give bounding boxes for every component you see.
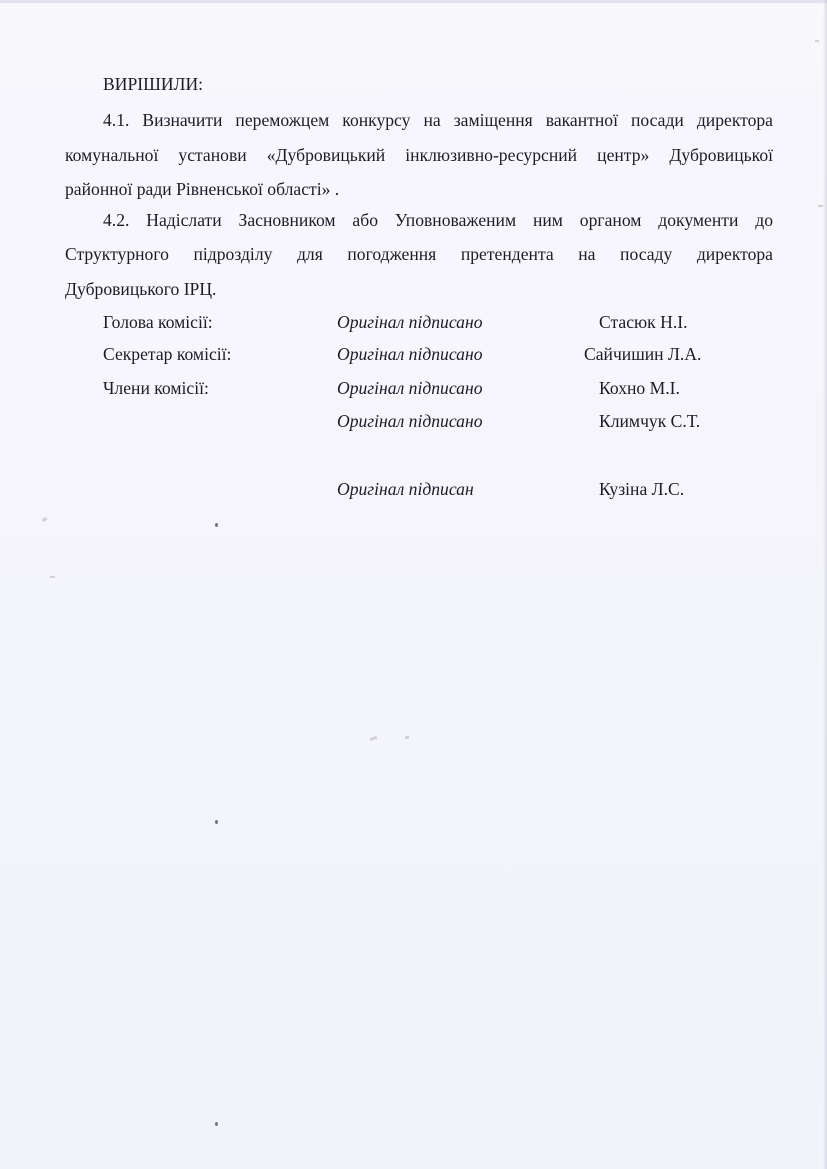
scan-mark: [370, 736, 378, 741]
scan-mark: [818, 205, 823, 207]
signature-role: Голова комісії:: [103, 312, 213, 332]
signature-name: Климчук С.Т.: [599, 411, 701, 431]
scan-speck: [215, 523, 218, 527]
scan-mark: [50, 576, 55, 578]
item-4-2-line-3: Дубровицького ІРЦ.: [65, 279, 217, 299]
signature-name: Кузіна Л.С.: [599, 479, 685, 499]
item-4-1-line-3: районної ради Рівненської області» .: [65, 179, 340, 199]
signature-name: Кохно М.І.: [599, 378, 680, 398]
signature-status: Оригінал підписано: [337, 312, 483, 332]
signature-status: Оригінал підписано: [337, 378, 483, 398]
item-4-1-line-2: комунальної установи «Дубровицький інклюзивно-ресурсний центр» Дубровицької: [65, 145, 773, 165]
item-4-2-line-2: Структурного підрозділу для погодження претендента на посаду директора: [65, 244, 773, 264]
item-4-2-line-1: 4.2. Надіслати Засновником або Уповноваженим ним органом документи до: [103, 210, 773, 230]
signature-role: Члени комісії:: [103, 378, 209, 398]
scan-speck: [215, 820, 218, 824]
scan-mark: [815, 40, 819, 42]
scan-mark: [405, 736, 409, 739]
item-4-1-line-1: 4.1. Визначити переможцем конкурсу на заміщення вакантної посади директора: [103, 110, 773, 130]
signature-role: Секретар комісії:: [103, 344, 232, 364]
signature-status: Оригінал підписан: [337, 479, 474, 499]
scan-edge-right: [823, 0, 827, 1169]
signature-name: Сайчишин Л.А.: [584, 344, 702, 364]
signature-name: Стасюк Н.І.: [599, 312, 688, 332]
signature-status: Оригінал підписано: [337, 411, 483, 431]
scan-speck: [215, 1122, 218, 1126]
signature-status: Оригінал підписано: [337, 344, 483, 364]
scan-edge-top: [0, 0, 827, 3]
scan-mark: [42, 517, 48, 522]
decision-heading: ВИРІШИЛИ:: [103, 74, 204, 94]
